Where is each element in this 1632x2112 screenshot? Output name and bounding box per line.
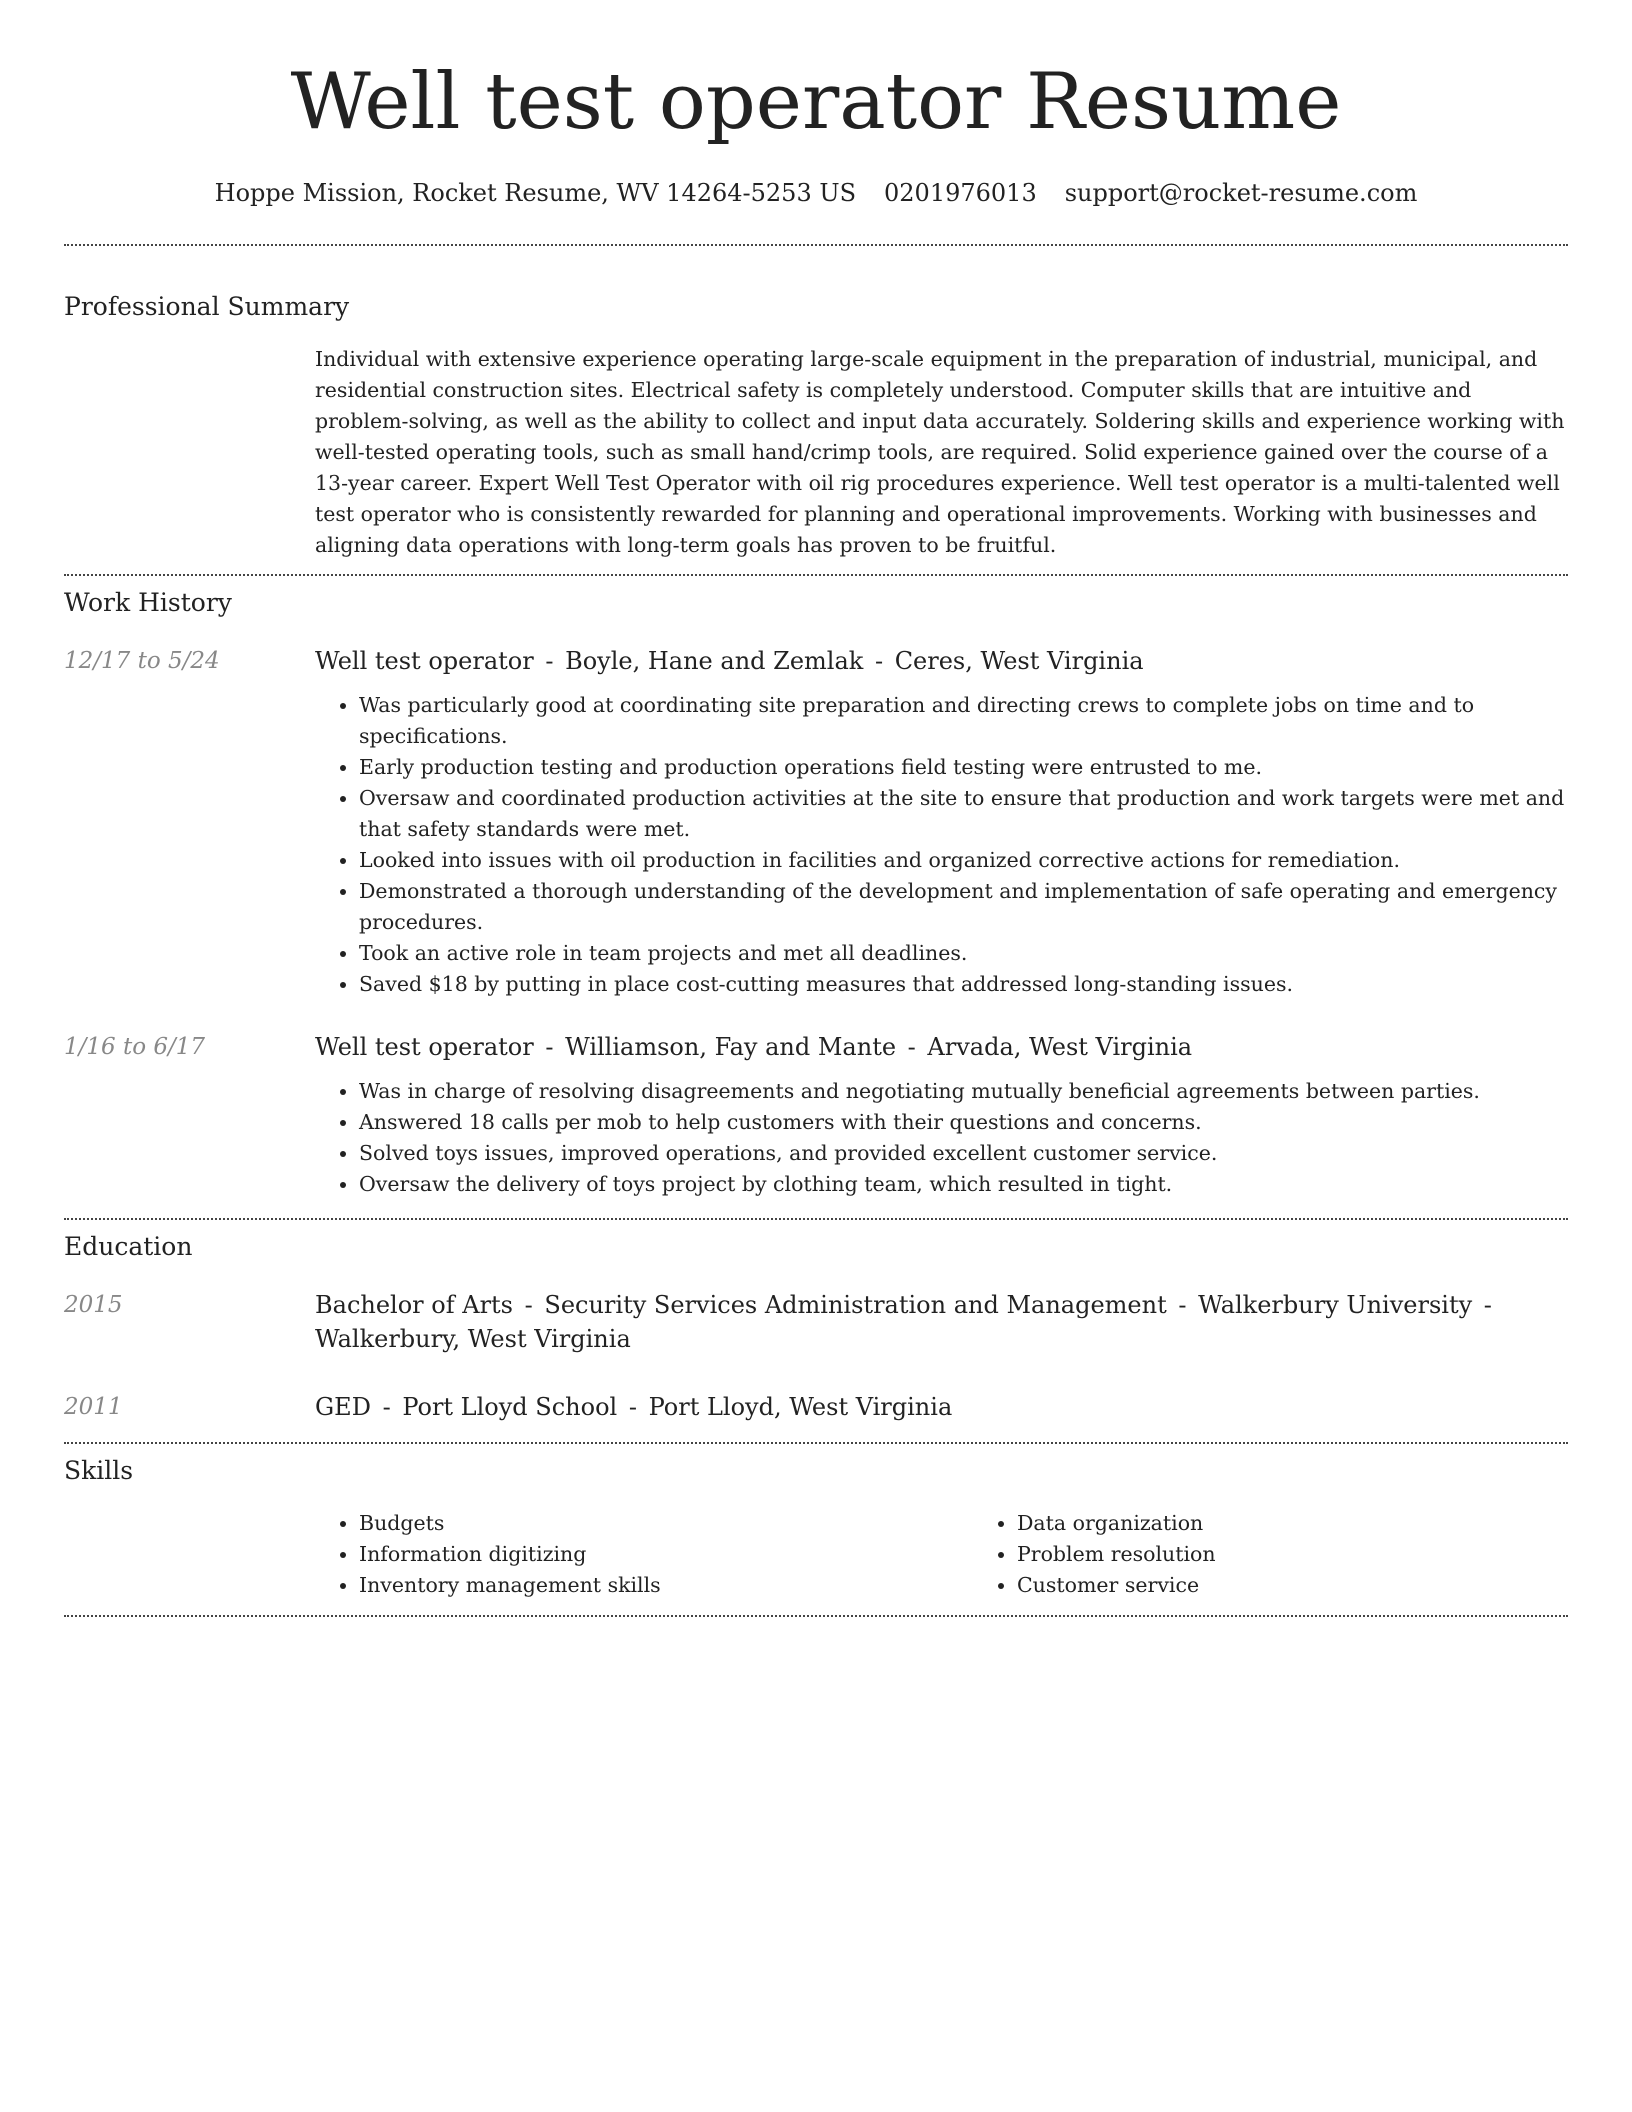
education-location: Port Lloyd, West Virginia <box>648 1393 953 1421</box>
job-heading: Well test operator - Williamson, Fay and Mante - Arvada, West Virginia <box>315 1033 1193 1061</box>
job-bullets <box>315 1076 1568 1200</box>
job-entry <box>64 1030 1568 1200</box>
list-item: • Solved toys issues, improved operations, and provided excellent customer service. <box>359 1138 1568 1169</box>
skill-item: • Customer service <box>1017 1570 1216 1601</box>
education-location: Walkerbury, West Virginia <box>315 1325 631 1353</box>
job-entry <box>64 644 1568 1000</box>
job-company: Williamson, Fay and Mante <box>565 1033 897 1061</box>
education-heading: GED - Port Lloyd School - Port Lloyd, West Virginia <box>315 1393 953 1421</box>
skills-columns <box>315 1508 1568 1601</box>
education-year: 2011 <box>64 1394 123 1420</box>
summary-section <box>64 246 1568 561</box>
list-item: • Was in charge of resolving disagreements and negotiating mutually beneficial agreements between parties. <box>359 1076 1568 1107</box>
education-degree: Bachelor of Arts <box>315 1291 513 1319</box>
job-location: Arvada, West Virginia <box>927 1033 1193 1061</box>
skills-list-left <box>315 1508 973 1601</box>
list-item: • Early production testing and production operations field testing were entrusted to me. <box>359 752 1568 783</box>
contact-address: Hoppe Mission, Rocket Resume, WV 14264-5253 US <box>214 179 857 207</box>
list-item: • Took an active role in team projects and met all deadlines. <box>359 938 1568 969</box>
job-bullets <box>315 690 1568 1000</box>
list-item: • Oversaw the delivery of toys project by clothing team, which resulted in tight. <box>359 1169 1568 1200</box>
work-history-title: Work History <box>64 588 232 617</box>
skill-item: • Information digitizing <box>359 1539 973 1570</box>
list-item: • Saved $18 by putting in place cost-cutting measures that addressed long-standing issues. <box>359 969 1568 1000</box>
education-entry <box>64 1288 1568 1356</box>
summary-title: Professional Summary <box>64 292 350 321</box>
divider <box>64 1615 1568 1617</box>
skill-item: • Inventory management skills <box>359 1570 973 1601</box>
job-heading: Well test operator - Boyle, Hane and Zemlak - Ceres, West Virginia <box>315 647 1144 675</box>
education-school: Port Lloyd School <box>402 1393 618 1421</box>
education-degree: GED <box>315 1393 371 1421</box>
contact-phone: 0201976013 <box>884 179 1037 207</box>
education-school: Walkerbury University <box>1198 1291 1473 1319</box>
contact-line <box>64 176 1568 210</box>
skill-item: • Data organization <box>1017 1508 1216 1539</box>
work-history-section <box>64 576 1568 1200</box>
job-dates: 12/17 to 5/24 <box>64 648 220 674</box>
job-position: Well test operator <box>315 1033 534 1061</box>
list-item: • Was particularly good at coordinating site preparation and directing crews to complete jobs on time and to specifications. <box>359 690 1568 752</box>
job-company: Boyle, Hane and Zemlak <box>565 647 864 675</box>
education-field: Security Services Administration and Management <box>544 1291 1167 1319</box>
contact-email: support@rocket-resume.com <box>1064 179 1418 207</box>
list-item: • Looked into issues with oil production in facilities and organized corrective actions for remediation. <box>359 845 1568 876</box>
education-title: Education <box>64 1232 193 1261</box>
skills-list-right <box>973 1508 1216 1601</box>
list-item: • Answered 18 calls per mob to help customers with their questions and concerns. <box>359 1107 1568 1138</box>
education-entry <box>64 1390 1568 1424</box>
education-year: 2015 <box>64 1292 123 1318</box>
education-heading: Bachelor of Arts - Security Services Administration and Management - Walkerbury University - Walkerbury, West Virginia <box>315 1291 1492 1353</box>
skill-item: • Problem resolution <box>1017 1539 1216 1570</box>
job-dates: 1/16 to 6/17 <box>64 1034 206 1060</box>
job-location: Ceres, West Virginia <box>894 647 1144 675</box>
job-position: Well test operator <box>315 647 534 675</box>
skill-item: • Budgets <box>359 1508 973 1539</box>
resume-header <box>64 0 1568 210</box>
summary-text: Individual with extensive experience operating large-scale equipment in the preparation of industrial, municipal, and residential construction sites. Electrical safety is completely understood. Computer skills that are intuitive and problem-solving, as well as the ability to collect and input data accurately. Soldering skills and experience working with well-tested operating tools, such as small hand/crimp tools, are required. Solid experience gained over the course of a 13-year career. Expert Well Test Operator with oil rig procedures experience. Well test operator is a multi-talented well test operator who is consistently rewarded for planning and operational improvements. Working with businesses and aligning data operations with long-term goals has proven to be fruitful. <box>315 347 1565 557</box>
resume-title: Well test operator Resume <box>290 57 1342 147</box>
skills-section <box>64 1444 1568 1601</box>
skills-title: Skills <box>64 1456 134 1485</box>
list-item: • Oversaw and coordinated production activities at the site to ensure that production and work targets were met and that safety standards were met. <box>359 783 1568 845</box>
education-section <box>64 1220 1568 1424</box>
list-item: • Demonstrated a thorough understanding of the development and implementation of safe operating and emergency procedures. <box>359 876 1568 938</box>
